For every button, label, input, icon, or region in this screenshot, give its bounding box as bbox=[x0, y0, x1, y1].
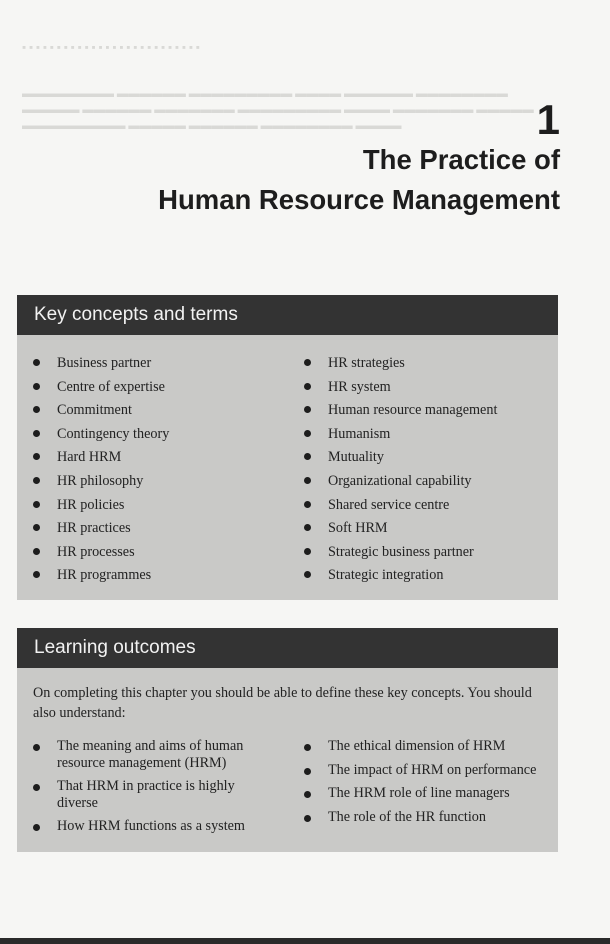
list-item: How HRM functions as a system bbox=[33, 818, 257, 835]
list-item: Contingency theory bbox=[33, 424, 283, 448]
learning-outcomes-box bbox=[17, 628, 558, 852]
list-item: Human resource management bbox=[304, 400, 554, 424]
key-concepts-left-list bbox=[33, 353, 283, 589]
chapter-title-line-2: Human Resource Management bbox=[158, 184, 560, 215]
list-item: Commitment bbox=[33, 400, 283, 424]
list-item: Shared service centre bbox=[304, 495, 554, 519]
chapter-title bbox=[158, 140, 560, 220]
list-item: The impact of HRM on performance bbox=[304, 762, 549, 779]
learning-outcomes-intro: On completing this chapter you should be able to define these key concepts. You should also understand: bbox=[33, 685, 532, 721]
list-item: HR practices bbox=[33, 518, 283, 542]
list-item: Organizational capability bbox=[304, 471, 554, 495]
list-item: Centre of expertise bbox=[33, 377, 283, 401]
list-item: Mutuality bbox=[304, 447, 554, 471]
list-item: The HRM role of line managers bbox=[304, 785, 549, 802]
list-item: The ethical dimension of HRM bbox=[304, 738, 549, 755]
list-item: The role of the HR function bbox=[304, 809, 549, 826]
list-item: HR policies bbox=[33, 495, 283, 519]
learning-outcomes-left-list bbox=[33, 738, 257, 841]
list-item: Hard HRM bbox=[33, 447, 283, 471]
list-item: That HRM in practice is highly diverse bbox=[33, 778, 257, 812]
learning-outcomes-heading: Learning outcomes bbox=[17, 628, 558, 668]
list-item: Humanism bbox=[304, 424, 554, 448]
key-concepts-right-list bbox=[304, 353, 554, 589]
list-item: The meaning and aims of human resource management (HRM) bbox=[33, 738, 257, 772]
bleed-through-text-block: ▬▬▬▬▬▬▬▬ ▬▬▬▬▬▬ ▬▬▬▬▬▬▬▬▬ ▬▬▬▬ ▬▬▬▬▬▬ ▬▬▬▬▬▬▬▬ ▬▬▬▬▬ ▬▬▬▬▬▬ ▬▬▬▬▬▬▬ ▬▬▬▬▬▬▬▬▬ ▬▬▬▬ ▬▬▬▬▬▬▬ ▬▬▬▬▬ ▬▬▬▬▬▬▬▬▬ ▬▬▬▬▬ ▬▬▬▬▬▬ ▬▬▬▬▬▬▬▬ ▬▬▬▬ bbox=[22, 88, 534, 132]
list-item: HR processes bbox=[33, 542, 283, 566]
list-item: Business partner bbox=[33, 353, 283, 377]
chapter-number: 1 bbox=[536, 96, 560, 143]
list-item: Strategic business partner bbox=[304, 542, 554, 566]
learning-outcomes-right-list bbox=[304, 738, 549, 832]
list-item: Strategic integration bbox=[304, 565, 554, 589]
page-bottom-edge bbox=[0, 938, 610, 944]
list-item: HR strategies bbox=[304, 353, 554, 377]
list-item: Soft HRM bbox=[304, 518, 554, 542]
list-item: HR philosophy bbox=[33, 471, 283, 495]
bleed-through-text: ▪ ▪ ▪ ▪ ▪ ▪ ▪ ▪ ▪ ▪ ▪ ▪ ▪ ▪ ▪ ▪ ▪ ▪ ▪ ▪ ▪ ▪ ▪ ▪ ▪ ▪ bbox=[22, 42, 200, 54]
list-item: HR system bbox=[304, 377, 554, 401]
key-concepts-box bbox=[17, 295, 558, 600]
key-concepts-heading: Key concepts and terms bbox=[17, 295, 558, 335]
list-item: HR programmes bbox=[33, 565, 283, 589]
chapter-title-line-1: The Practice of bbox=[362, 144, 560, 175]
